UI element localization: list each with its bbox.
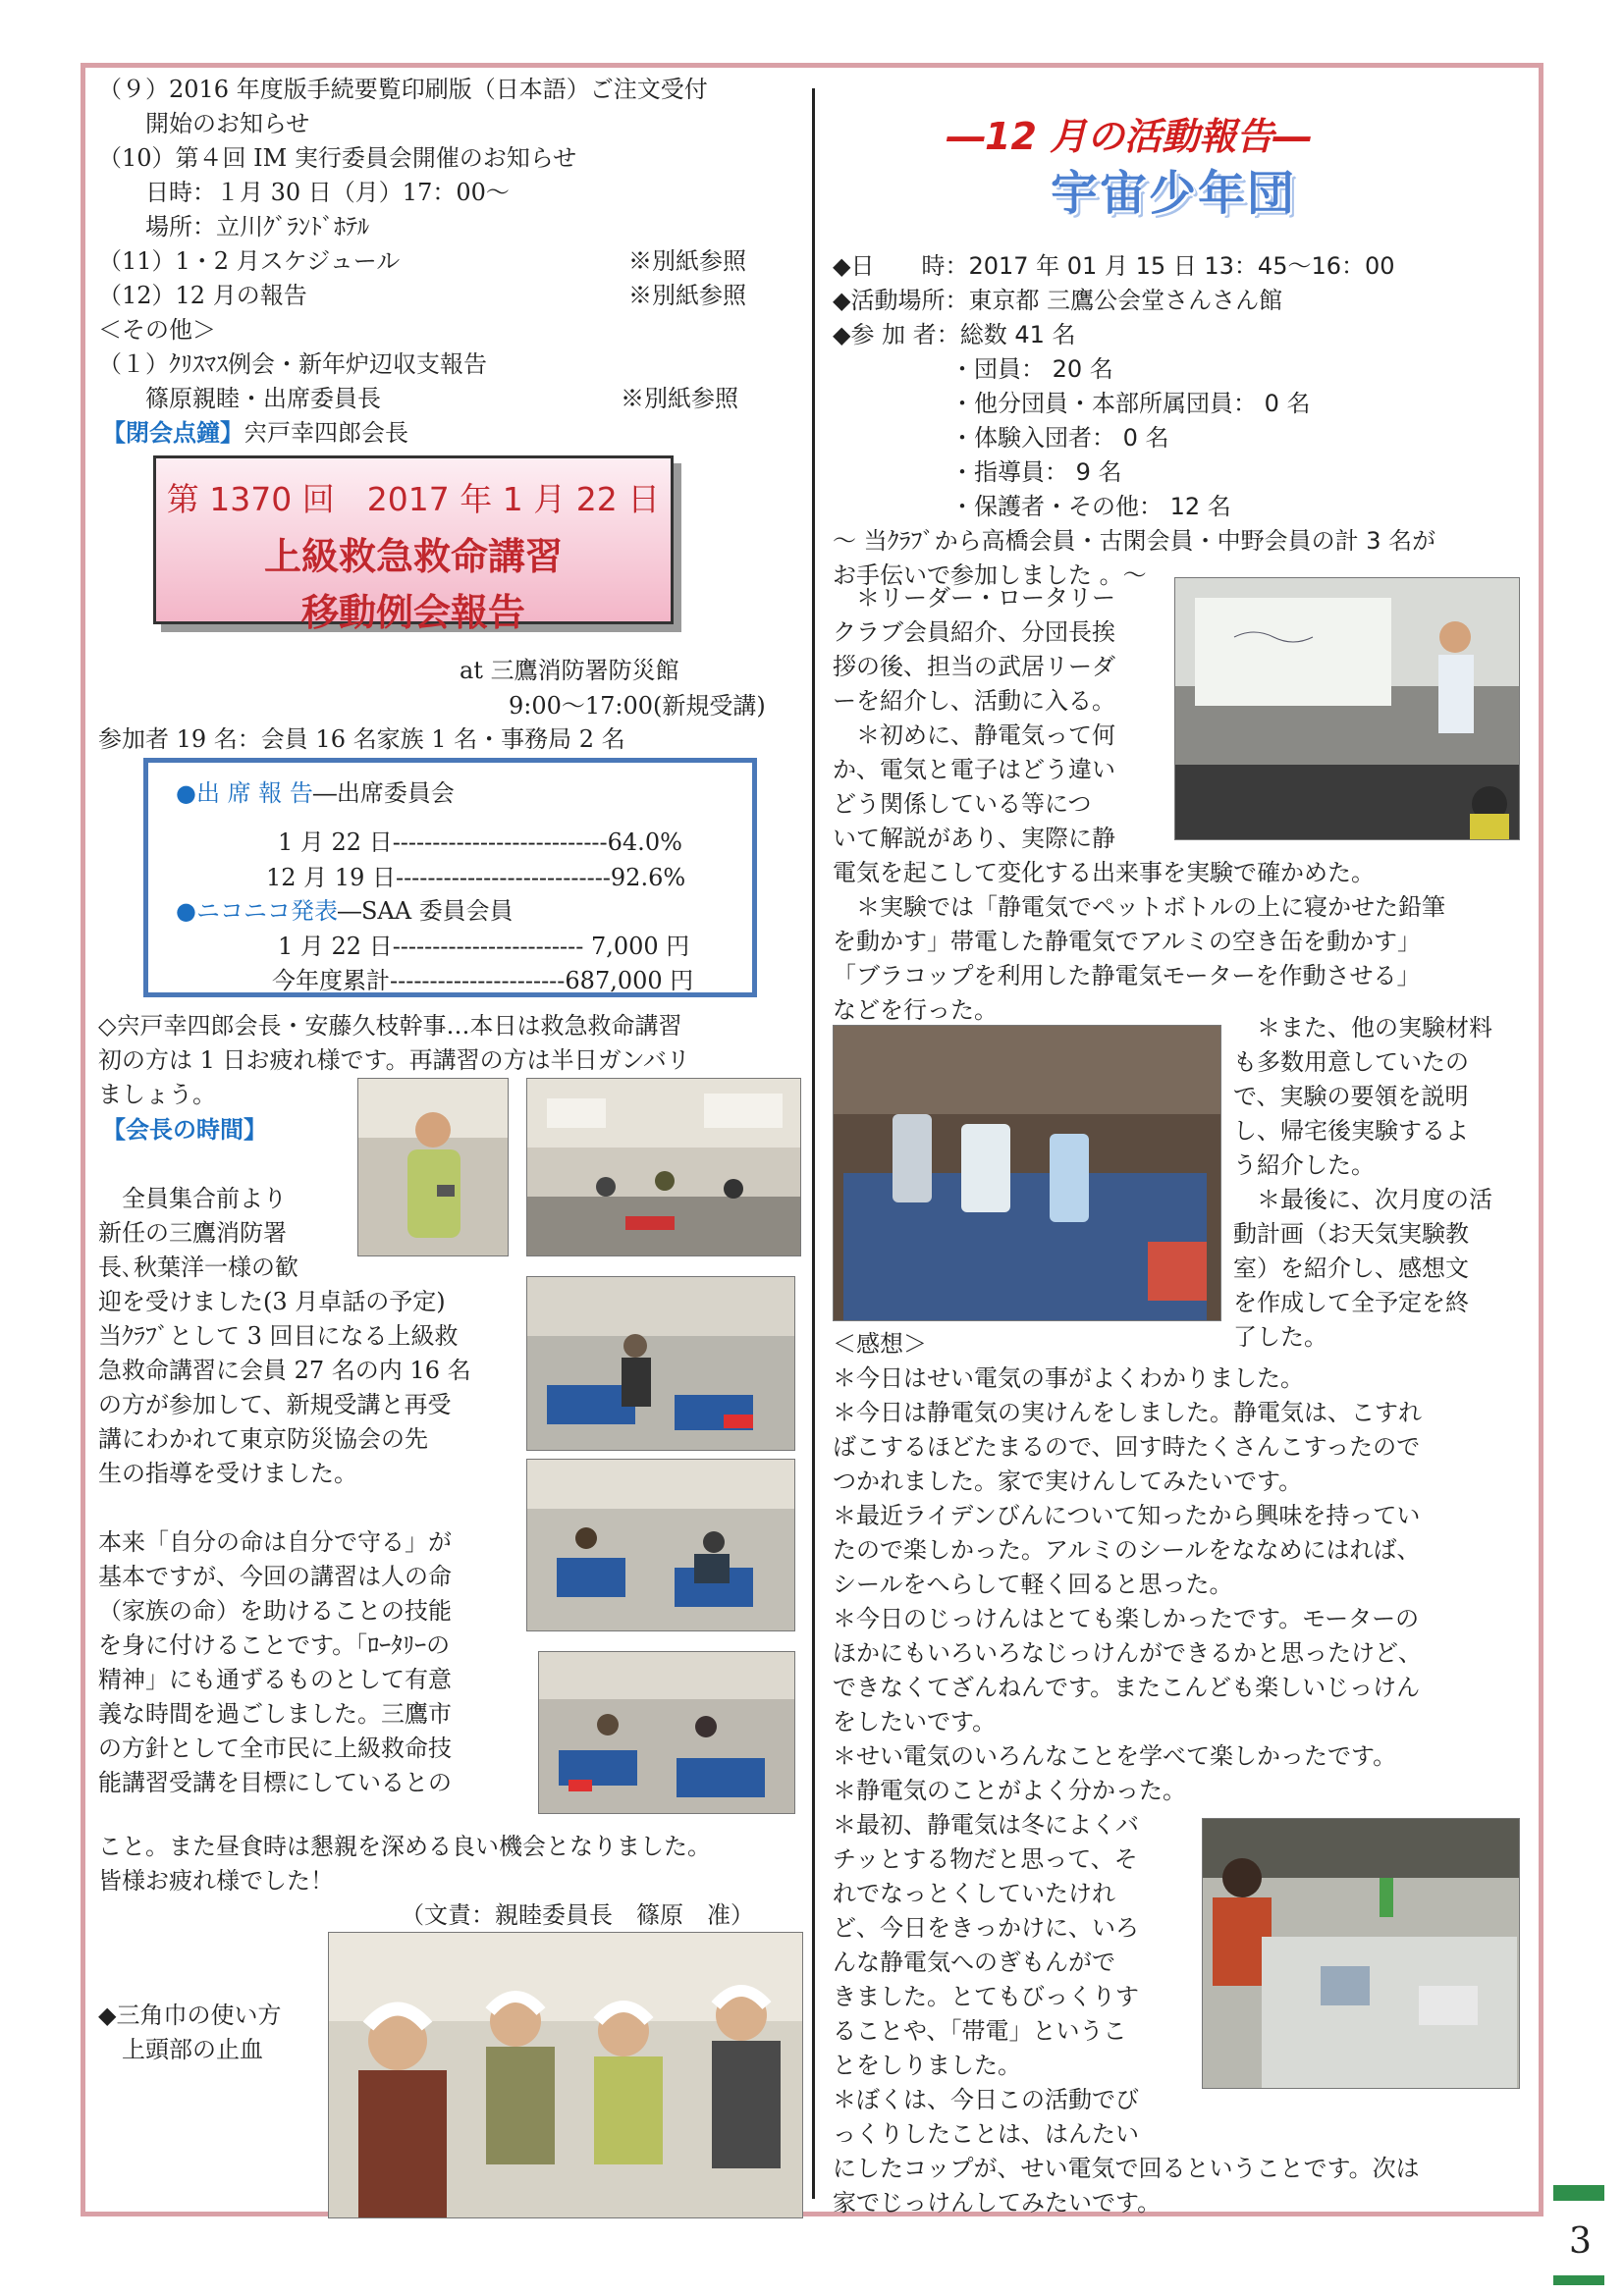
experiment-materials-photo [833,1025,1221,1321]
reference-note: ※別紙参照 [621,385,738,412]
author-credit: （文責：親睦委員長 篠原 准） [401,1901,754,1929]
agenda-line: 開始のお知らせ [98,110,310,137]
attendance-heading: ●出 席 報 告―出席委員会 [176,779,455,807]
page-corner-accent-bottom [1553,2275,1604,2285]
activity-body-b: 電気を起こして変化する出来事を実験で確かめた。 ＊実験では「静電気でペットボトルの上に寝かせた鉛筆 を動かす」帯電した静電気でアルミの空き缶を動かす」 「ブラコップを利用した静電気モーターを作動させる」 などを行った。 [833,859,1445,1024]
impressions: ＜感想＞ ＊今日はせい電気の事がよくわかりました。 ＊今日は静電気の実けんをしました。静電気は、こすれ ばこするほどたまるので、回す時たくさんこすったので つかれました。家で実けんしてみたいです。 ＊最近ライデンびんについて知ったから興味を持ってい たので楽しかった。アルミのシールをななめにはれば、 シールをへらして軽く回ると思った。 ＊今日のじっけんはとても楽しかったです。モーターの ほかにもいろいろなじっけんができるかと思ったけど、 できなくてざんねんです。またこんども楽しいじっけん をしたいです。 ＊せい電気のいろんなことを学べて楽しかったです。 ＊静電気のことがよく分かった。 [833,1330,1422,1804]
reference-note: ※別紙参照 [628,282,746,309]
activity-body-a: ＊リーダー・ロータリー クラブ会員紹介、分団長挨 拶の後、担当の武居リーダ ーを紹介し、活動に入る。 ＊初めに、静電気って何 か、電気と電子はどう違い どう関係している等につ いて解説があり、実際に静 [833,584,1115,852]
participants: 参加者 19 名：会員 16 名家族 1 名・事務局 2 名 [98,725,625,753]
banner-title: 上級救急救命講習 [263,535,563,578]
closing-text: 宍戸幸四郎会長 [244,419,408,447]
closing-bell [102,416,408,451]
page-number: 3 [1569,2221,1592,2262]
cpr-practice-photo-1 [526,1276,795,1451]
event-info: ◆日 時：2017 年 01 月 15 日 13：45～16：00 ◆活動場所：東京都 三鷹公会堂さんさん館 ◆参 加 者：総数 41 名 ・団員： 20 名 ・他分団員・本部所属団員： 0 名 ・体験入団者： 0 名 ・指導員： 9 名 ・保護者・その他： 12 名 ～ 当ｸﾗﾌﾞから高橋会員・古閑会員・中野会員の計 3 名が お手伝いで参加しました 。～ [833,252,1436,589]
agenda-line: 篠原親睦・出席委員長 [98,385,381,412]
agenda-line: ＜その他＞ [98,316,216,344]
banner-subtitle: 移動例会報告 [300,591,525,634]
page-corner-accent [1553,2185,1604,2201]
agenda-line: （12）12 月の報告 [98,282,307,309]
bandage-demo-photo [328,1932,803,2218]
president-photo [357,1078,509,1256]
agenda-line: （１）ｸﾘｽﾏｽ例会・新年炉辺収支報告 [98,350,487,378]
smile-heading: ●ニコニコ発表―SAA 委員会員 [176,897,514,925]
cpr-practice-photo-2 [526,1459,795,1631]
meeting-banner [153,455,674,634]
closing-remarks: こと。また昼食時は懇親を深める良い機会となりました。 皆様お疲れ様でした！ [98,1833,711,1895]
smile-row: 1 月 22 日------------------------ 7,000 円 [278,933,690,960]
agenda-line: （９）2016 年度版手続要覧印刷版（日本語）ご注文受付 [98,76,708,103]
venue: at 三鷹消防署防災館 [460,657,679,684]
smile-row: 今年度累計----------------------687,000 円 [272,967,694,994]
column-divider [812,88,815,2199]
president-body: 全員集合前より 新任の三鷹消防署 長､秋葉洋一様の歓 迎を受けました(3 月卓話の予定) 当ｸﾗﾌﾞとして 3 回目になる上級救 急救命講習に会員 27 名の内 16 名 の方が参加して、新規受講と再受 講にわかれて東京防災協会の先 生の指導を受けました。 本来「自分の命は自分で守る」が 基本ですが、今回の講習は人の命 （家族の命）を助けることの技能 を身に付けることです。｢ﾛｰﾀﾘｰの 精神」にも通ずるものとして有意 義な時間を過ごしました。三鷹市 の方針として全市民に上級救命技 能講習受講を目標にしているとの [98,1185,471,1796]
agenda-list [98,73,708,416]
attendance-row: 1 月 22 日---------------------------64.0% [278,828,682,856]
photo-caption: ◆三角巾の使い方 上頭部の止血 [98,2002,282,2063]
activity-report-title: ―12 月の活動報告― [947,115,1312,158]
agenda-line: 日時：１月 30 日（月）17：00～ [98,179,510,206]
time: 9:00～17:00(新規受講) [509,692,766,720]
children-experiment-photo [1202,1818,1520,2089]
cpr-practice-photo-3 [538,1651,795,1814]
greeting: ◇宍戸幸四郎会長・安藤久枝幹事…本日は救急救命講習 初の方は 1 日お疲れ様です。再講習の方は半日ガンバリ ましょう。 [98,1012,690,1108]
closing-label: 【閉会点鐘】 [102,419,244,447]
attendance-box [143,758,757,997]
agenda-line: （11）1・2 月スケジュール [98,247,401,275]
banner-date: 第 1370 回 2017 年 1 月 22 日 [166,480,661,518]
agenda-line: （10）第４回 IM 実行委員会開催のお知らせ [98,144,577,172]
impressions-c: にしたコップが、せい電気で回るということです。次は 家でじっけんしてみたいです。 [833,2155,1420,2216]
lecture-hall-photo [526,1078,801,1256]
space-boys-logo: 宇宙少年団 [1051,166,1297,221]
reference-note: ※別紙参照 [628,247,746,275]
agenda-line: 場所：立川ｸﾞﾗﾝﾄﾞﾎﾃﾙ [98,213,369,240]
president-heading: 【会長の時間】 [102,1116,267,1144]
whiteboard-lecture-photo [1174,577,1520,840]
impressions-b: ＊最初、静電気は冬によくバ チッとする物だと思って、そ れでなっとくしていたけれ ど、今日をきっかけに、いろ んな静電気へのぎもんがで きました。とてもびっくりす ることや、「帯電」というこ とをしりました。 ＊ぼくは、今日この活動でび っくりしたことは、はんたい [833,1811,1139,2148]
attendance-row: 12 月 19 日---------------------------92.6% [266,864,686,891]
activity-body-c: ＊また、他の実験材料 も多数用意していたの で、実験の要領を説明 し、帰宅後実験するよ う紹介した。 ＊最後に、次月度の活 動計画（お天気実験教 室）を紹介し、感想文 を作成して全予定を終 了した。 [1233,1014,1492,1351]
